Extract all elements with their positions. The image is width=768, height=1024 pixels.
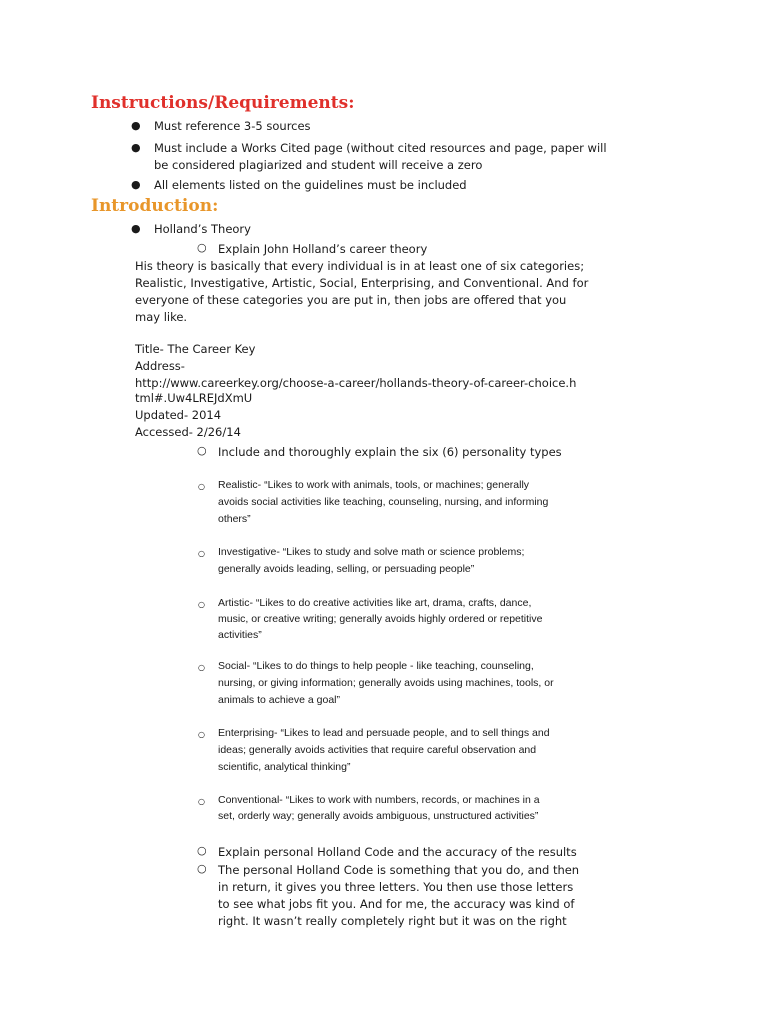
requirements-heading: Instructions/Requirements: <box>91 93 355 113</box>
type-line: ideas; generally avoids activities that require careful observation and <box>218 744 537 756</box>
requirement-item: Must include a Works Cited page (without cited resources and page, paper will <box>154 141 607 155</box>
citation-line: Title- The Career Key <box>135 342 256 356</box>
paragraph-line: may like. <box>135 310 188 324</box>
type-line: generally avoids leading, selling, or persuading people” <box>218 563 475 575</box>
sub-prompt: Explain John Holland’s career theory <box>218 242 428 256</box>
introduction-heading: Introduction: <box>91 196 219 216</box>
hollow-bullet-icon: ○ <box>198 730 205 739</box>
type-line: Artistic- “Likes to do creative activities like art, drama, crafts, dance, <box>218 597 532 609</box>
type-line: Investigative- “Likes to study and solve math or science problems; <box>218 546 525 558</box>
intro-topic: Holland’s Theory <box>154 222 251 236</box>
hollow-bullet-icon: ○ <box>198 663 205 672</box>
citation-line: Updated- 2014 <box>135 408 222 422</box>
code-answer-line: right. It wasn’t really completely right but it was on the right <box>218 914 567 928</box>
citation-url[interactable]: http://www.careerkey.org/choose-a-career/hollands-theory-of-career-choice.h <box>135 376 577 390</box>
type-line: Enterprising- “Likes to lead and persuade people, and to sell things and <box>218 727 550 739</box>
hollow-bullet-icon: ○ <box>197 241 207 254</box>
type-line: others” <box>218 513 251 525</box>
hollow-bullet-icon: ○ <box>198 600 205 609</box>
citation-line: Accessed- 2/26/14 <box>135 425 241 439</box>
type-line: Realistic- “Likes to work with animals, tools, or machines; generally <box>218 479 530 491</box>
type-line: avoids social activities like teaching, counseling, nursing, and informing <box>218 496 549 508</box>
hollow-bullet-icon: ○ <box>198 549 205 558</box>
bullet-icon: ● <box>131 178 141 191</box>
types-prompt: Include and thoroughly explain the six (6) personality types <box>218 445 562 459</box>
bullet-icon: ● <box>131 119 141 132</box>
requirement-item: Must reference 3-5 sources <box>154 119 311 133</box>
requirement-item-continued: be considered plagiarized and student will receive a zero <box>154 158 483 172</box>
bullet-icon: ● <box>131 222 141 235</box>
hollow-bullet-icon: ○ <box>198 797 205 806</box>
type-line: activities” <box>218 629 262 641</box>
type-line: set, orderly way; generally avoids ambiguous, unstructured activities” <box>218 810 539 822</box>
hollow-bullet-icon: ○ <box>198 482 205 491</box>
type-line: Conventional- “Likes to work with numbers, records, or machines in a <box>218 794 540 806</box>
type-line: scientific, analytical thinking” <box>218 761 351 773</box>
paragraph-line: everyone of these categories you are put in, then jobs are offered that you <box>135 293 567 307</box>
type-line: music, or creative writing; generally avoids highly ordered or repetitive <box>218 613 543 625</box>
type-line: nursing, or giving information; generally avoids using machines, tools, or <box>218 677 554 689</box>
type-line: animals to achieve a goal” <box>218 694 340 706</box>
requirement-item: All elements listed on the guidelines must be included <box>154 178 467 192</box>
code-prompt: Explain personal Holland Code and the accuracy of the results <box>218 845 577 859</box>
citation-url-continued[interactable]: tml#.Uw4LREJdXmU <box>135 391 253 405</box>
hollow-bullet-icon: ○ <box>197 444 207 457</box>
code-answer-line: to see what jobs fit you. And for me, the accuracy was kind of <box>218 897 575 911</box>
citation-line: Address- <box>135 359 185 373</box>
code-answer-line: The personal Holland Code is something that you do, and then <box>218 863 580 877</box>
code-answer-line: in return, it gives you three letters. You then use those letters <box>218 880 574 894</box>
paragraph-line: His theory is basically that every individual is in at least one of six categories; <box>135 259 585 273</box>
hollow-bullet-icon: ○ <box>197 862 207 875</box>
type-line: Social- “Likes to do things to help people - like teaching, counseling, <box>218 660 534 672</box>
hollow-bullet-icon: ○ <box>197 844 207 857</box>
bullet-icon: ● <box>131 141 141 154</box>
paragraph-line: Realistic, Investigative, Artistic, Social, Enterprising, and Conventional. And for <box>135 276 589 290</box>
